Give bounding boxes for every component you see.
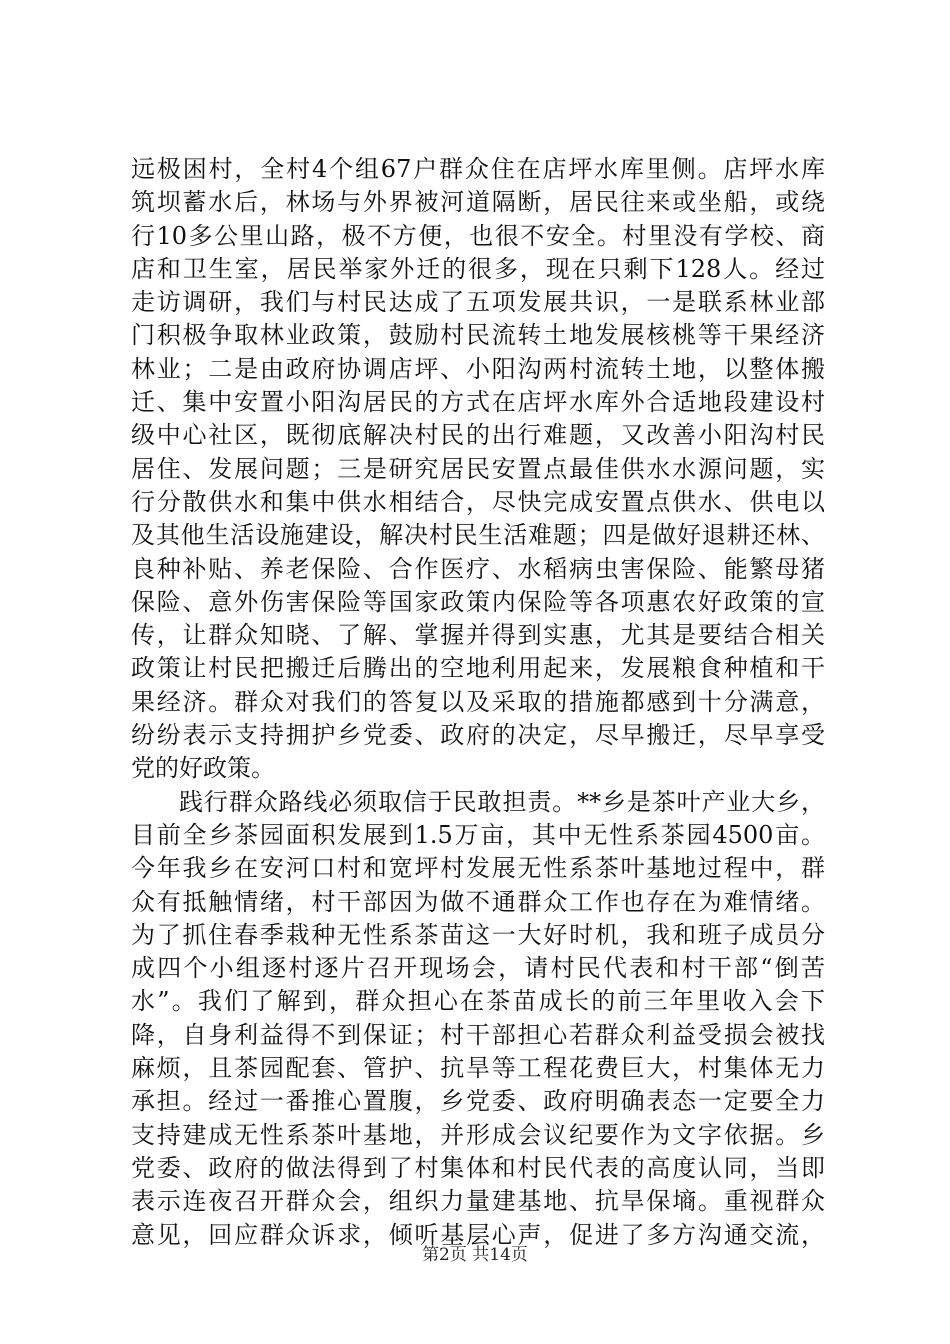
text-line: 纷纷表示支持拥护乡党委、政府的决定，尽早搬迁，尽早享受 [131, 721, 825, 750]
text-line: 保险、意外伤害保险等国家政策内保险等各项惠农好政策的宣 [131, 587, 825, 616]
text-line: 践行群众路线必须取信于民敢担责。**乡是茶叶产业大乡， [179, 787, 825, 816]
text-line: 支持建成无性系茶叶基地，并形成会议纪要作为文字依据。乡 [131, 1120, 825, 1149]
text-line: 果经济。群众对我们的答复以及采取的措施都感到十分满意， [131, 687, 825, 716]
text-line: 党的好政策。 [131, 754, 275, 783]
text-line: 筑坝蓄水后，林场与外界被河道隔断，居民往来或坐船，或绕 [131, 188, 825, 217]
document-body [131, 153, 825, 1252]
text-line: 目前全乡茶园面积发展到1.5万亩，其中无性系茶园4500亩。 [131, 820, 825, 849]
text-line: 麻烦，且茶园配套、管护、抗旱等工程花费巨大，村集体无力 [131, 1054, 825, 1083]
text-line: 成四个小组逐村逐片召开现场会，请村民代表和村干部“倒苦 [131, 954, 825, 983]
text-line: 意见，回应群众诉求，倾听基层心声，促进了多方沟通交流， [131, 1220, 825, 1249]
text-line: 门积极争取林业政策，鼓励村民流转土地发展核桃等干果经济 [131, 321, 825, 350]
text-line: 居住、发展问题；三是研究居民安置点最佳供水水源问题，实 [131, 454, 825, 483]
text-line: 承担。经过一番推心置腹，乡党委、政府明确表态一定要全力 [131, 1087, 825, 1116]
text-line: 今年我乡在安河口村和宽坪村发展无性系茶叶基地过程中，群 [131, 854, 825, 883]
text-line: 政策让村民把搬迁后腾出的空地利用起来，发展粮食种植和干 [131, 654, 825, 683]
text-line: 传，让群众知晓、了解、掌握并得到实惠，尤其是要结合相关 [131, 621, 825, 650]
text-line: 降，自身利益得不到保证；村干部担心若群众利益受损会被找 [131, 1020, 825, 1049]
text-line: 走访调研，我们与村民达成了五项发展共识，一是联系林业部 [131, 288, 825, 317]
text-line: 党委、政府的做法得到了村集体和村民代表的高度认同，当即 [131, 1153, 825, 1182]
text-line: 及其他生活设施建设，解决村民生活难题；四是做好退耕还林、 [131, 521, 825, 550]
text-line: 行10多公里山路，极不方便，也很不安全。村里没有学校、商 [131, 221, 825, 250]
text-line: 行分散供水和集中供水相结合，尽快完成安置点供水、供电以 [131, 487, 825, 516]
text-line: 林业；二是由政府协调店坪、小阳沟两村流转土地，以整体搬 [131, 354, 825, 383]
paragraph-2 [131, 786, 825, 1252]
text-line: 店和卫生室，居民举家外迁的很多，现在只剩下128人。经过 [131, 254, 825, 283]
page-number-footer: 第2页 共14页 [422, 1245, 528, 1265]
text-line: 良种补贴、养老保险、合作医疗、水稻病虫害保险、能繁母猪 [131, 554, 825, 583]
text-line: 水”。我们了解到，群众担心在茶苗成长的前三年里收入会下 [131, 987, 825, 1016]
text-line: 迁、集中安置小阳沟居民的方式在店坪水库外合适地段建设村 [131, 388, 825, 417]
text-line: 级中心社区，既彻底解决村民的出行难题，又改善小阳沟村民 [131, 421, 825, 450]
text-line: 远极困村，全村4个组67户群众住在店坪水库里侧。店坪水库 [131, 155, 825, 183]
text-line: 表示连夜召开群众会，组织力量建基地、抗旱保墒。重视群众 [131, 1187, 825, 1216]
paragraph-1 [131, 153, 825, 786]
text-line: 众有抵触情绪，村干部因为做不通群众工作也存在为难情绪。 [131, 887, 825, 916]
text-line: 为了抓住春季栽种无性系茶苗这一大好时机，我和班子成员分 [131, 920, 825, 949]
